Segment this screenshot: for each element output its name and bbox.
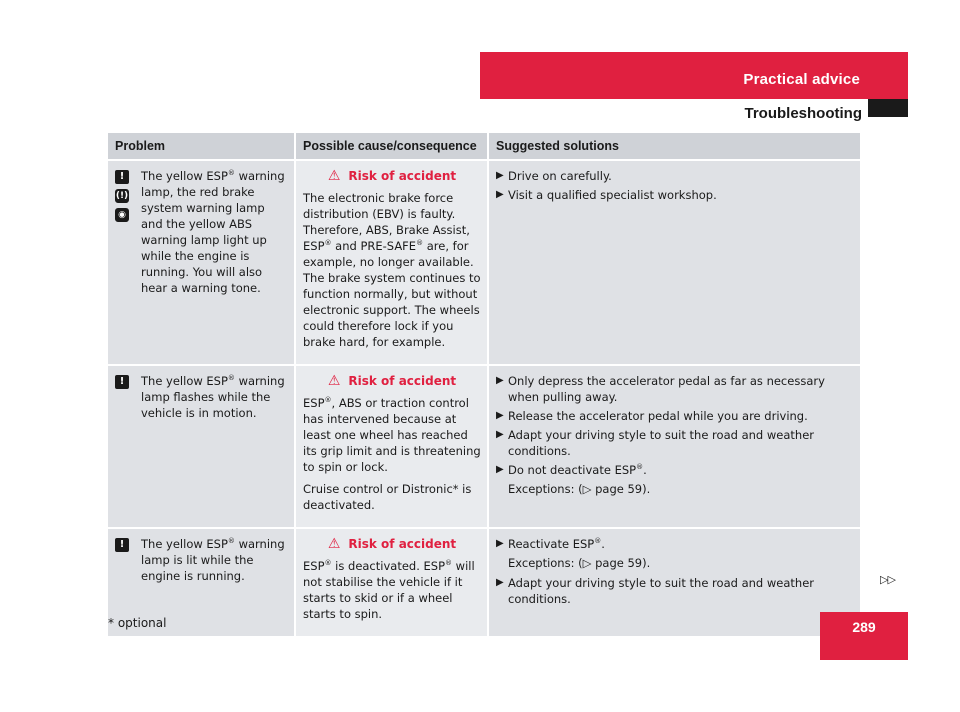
solution-text: Adapt your driving style to suit the road and weather conditions. xyxy=(508,576,814,606)
cause-cell xyxy=(296,366,489,529)
problem-cell xyxy=(108,161,296,366)
solution-item xyxy=(496,462,854,478)
table-row xyxy=(108,366,860,529)
solution-item xyxy=(496,168,854,184)
solutions-cell xyxy=(489,161,860,366)
arrow-bullet-icon: ▶ xyxy=(496,170,504,181)
page-reference[interactable]: Exceptions: (▷ page 59). xyxy=(508,556,651,570)
arrow-bullet-icon: ▶ xyxy=(496,429,504,440)
risk-triangle-icon: ⚠ xyxy=(327,536,341,552)
solution-text: Do not deactivate ESP®. xyxy=(508,463,647,477)
solution-item xyxy=(496,536,854,552)
arrow-bullet-icon: ▶ xyxy=(496,189,504,200)
troubleshooting-table xyxy=(108,133,860,638)
solution-item xyxy=(496,575,854,607)
arrow-bullet-icon: ▶ xyxy=(496,375,504,386)
column-header-cause: Possible cause/consequence xyxy=(296,133,489,161)
table-row xyxy=(108,161,860,366)
solution-text: Visit a qualified specialist workshop. xyxy=(508,188,717,202)
page-subheader: Troubleshooting xyxy=(744,105,862,122)
warning-triangle-icon: ! xyxy=(115,170,129,184)
warning-triangle-icon: ! xyxy=(115,375,129,389)
section-header: Practical advice xyxy=(480,52,908,99)
solution-text: Adapt your driving style to suit the road and weather conditions. xyxy=(508,428,814,458)
warning-triangle-icon: ! xyxy=(115,538,129,552)
page-reference[interactable]: Exceptions: (▷ page 59). xyxy=(508,482,651,496)
problem-text: The yellow ESP® warning lamp, the red brake system warning lamp and the yellow ABS warning lamp light up while the engine is running. You will also hear a warning tone. xyxy=(141,169,285,295)
solution-item xyxy=(496,187,854,203)
cause-cell xyxy=(296,529,489,638)
solutions-cell xyxy=(489,366,860,529)
solutions-cell xyxy=(489,529,860,638)
risk-label: Risk of accident xyxy=(348,374,457,388)
risk-warning xyxy=(303,168,481,184)
column-header-problem: Problem xyxy=(108,133,296,161)
risk-label: Risk of accident xyxy=(348,169,457,183)
problem-text: The yellow ESP® warning lamp flashes while the vehicle is in motion. xyxy=(141,374,285,420)
abs-circle-icon: ◉ xyxy=(115,208,129,222)
cause-text: Cruise control or Distronic* is deactivated. xyxy=(303,482,472,512)
risk-triangle-icon: ⚠ xyxy=(327,168,341,184)
arrow-bullet-icon: ▶ xyxy=(496,538,504,549)
solution-item xyxy=(496,373,854,405)
risk-label: Risk of accident xyxy=(348,537,457,551)
column-header-solutions: Suggested solutions xyxy=(489,133,860,161)
cause-text: ESP® is deactivated. ESP® will not stabilise the vehicle if it starts to skid or if a wheel starts to spin. xyxy=(303,559,475,621)
arrow-bullet-icon: ▶ xyxy=(496,464,504,475)
cause-cell xyxy=(296,161,489,366)
page-number: 289 xyxy=(820,612,908,660)
solution-text: Only depress the accelerator pedal as far as necessary when pulling away. xyxy=(508,374,825,404)
arrow-bullet-icon: ▶ xyxy=(496,577,504,588)
solution-text: Reactivate ESP®. xyxy=(508,537,605,551)
solution-text: Drive on carefully. xyxy=(508,169,612,183)
table-row xyxy=(108,529,860,638)
risk-warning xyxy=(303,536,481,552)
risk-warning xyxy=(303,373,481,389)
problem-cell xyxy=(108,366,296,529)
solution-item xyxy=(496,408,854,424)
cause-text: The electronic brake force distribution (EBV) is faulty. Therefore, ABS, Brake Assist, ESP® and PRE-SAFE® are, for example, no longer available. The brake system continues to function normally, but without electronic support. The wheels could therefore lock if you brake hard, for example. xyxy=(303,191,481,349)
brake-circle-icon: (!) xyxy=(115,191,129,201)
problem-text: The yellow ESP® warning lamp is lit while the engine is running. xyxy=(141,537,285,583)
table-header-row xyxy=(108,133,860,161)
risk-triangle-icon: ⚠ xyxy=(327,373,341,389)
solution-item xyxy=(496,427,854,459)
footnote: * optional xyxy=(108,616,167,630)
cause-text: ESP®, ABS or traction control has intervened because at least one wheel has reached its grip limit and is threatening to spin or lock. xyxy=(303,396,481,474)
continue-marker: ▷▷ xyxy=(880,573,895,586)
arrow-bullet-icon: ▶ xyxy=(496,410,504,421)
solution-text: Release the accelerator pedal while you are driving. xyxy=(508,409,808,423)
header-tab xyxy=(868,99,908,117)
